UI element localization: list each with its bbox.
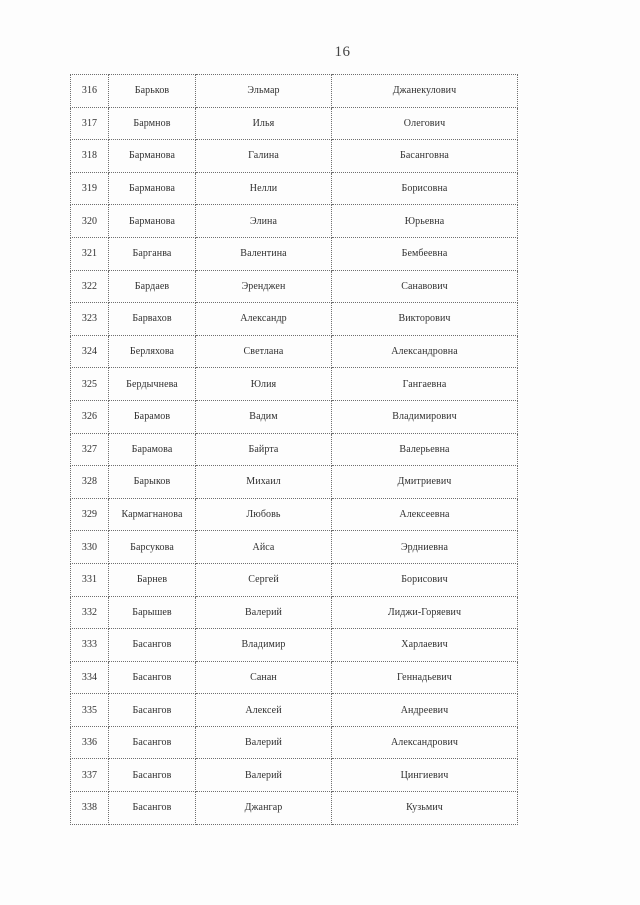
last-name-cell: Бердычнева [109, 368, 196, 401]
row-number-cell: 321 [71, 237, 109, 270]
row-number-cell: 327 [71, 433, 109, 466]
table-row [71, 694, 518, 727]
patronymic-cell: Лиджи-Горяевич [332, 596, 518, 629]
table-row [71, 596, 518, 629]
table-row [71, 335, 518, 368]
row-number-cell: 322 [71, 270, 109, 303]
patronymic-cell: Санавович [332, 270, 518, 303]
table-row [71, 661, 518, 694]
table-row [71, 205, 518, 238]
table-row [71, 270, 518, 303]
last-name-cell: Барманова [109, 140, 196, 173]
patronymic-cell: Юрьевна [332, 205, 518, 238]
first-name-cell: Элина [196, 205, 332, 238]
last-name-cell: Барамова [109, 433, 196, 466]
table-row [71, 303, 518, 336]
first-name-cell: Валерий [196, 759, 332, 792]
last-name-cell: Бардаев [109, 270, 196, 303]
patronymic-cell: Владимирович [332, 400, 518, 433]
patronymic-cell: Эрдниевна [332, 531, 518, 564]
first-name-cell: Джангар [196, 792, 332, 825]
row-number-cell: 326 [71, 400, 109, 433]
last-name-cell: Барганва [109, 237, 196, 270]
patronymic-cell: Цингиевич [332, 759, 518, 792]
patronymic-cell: Викторович [332, 303, 518, 336]
first-name-cell: Валерий [196, 726, 332, 759]
register-table [70, 74, 518, 825]
last-name-cell: Барвахов [109, 303, 196, 336]
last-name-cell: Басангов [109, 726, 196, 759]
first-name-cell: Галина [196, 140, 332, 173]
first-name-cell: Юлия [196, 368, 332, 401]
table-row [71, 726, 518, 759]
first-name-cell: Илья [196, 107, 332, 140]
row-number-cell: 332 [71, 596, 109, 629]
last-name-cell: Барнев [109, 563, 196, 596]
patronymic-cell: Харлаевич [332, 629, 518, 662]
table-row [71, 563, 518, 596]
row-number-cell: 330 [71, 531, 109, 564]
page-number: 16 [334, 44, 351, 60]
table-row [71, 433, 518, 466]
register-table-body [71, 75, 518, 825]
last-name-cell: Барамов [109, 400, 196, 433]
row-number-cell: 317 [71, 107, 109, 140]
table-row [71, 140, 518, 173]
last-name-cell: Басангов [109, 661, 196, 694]
patronymic-cell: Борисовна [332, 172, 518, 205]
first-name-cell: Эренджен [196, 270, 332, 303]
table-row [71, 466, 518, 499]
table-row [71, 107, 518, 140]
first-name-cell: Михаил [196, 466, 332, 499]
row-number-cell: 319 [71, 172, 109, 205]
table-row [71, 629, 518, 662]
last-name-cell: Басангов [109, 694, 196, 727]
patronymic-cell: Геннадьевич [332, 661, 518, 694]
patronymic-cell: Джанекулович [332, 75, 518, 108]
last-name-cell: Барьков [109, 75, 196, 108]
table-row [71, 400, 518, 433]
last-name-cell: Барыков [109, 466, 196, 499]
row-number-cell: 325 [71, 368, 109, 401]
first-name-cell: Сергей [196, 563, 332, 596]
patronymic-cell: Валерьевна [332, 433, 518, 466]
last-name-cell: Басангов [109, 629, 196, 662]
first-name-cell: Эльмар [196, 75, 332, 108]
row-number-cell: 318 [71, 140, 109, 173]
first-name-cell: Айса [196, 531, 332, 564]
table-row [71, 75, 518, 108]
patronymic-cell: Басанговна [332, 140, 518, 173]
last-name-cell: Барсукова [109, 531, 196, 564]
last-name-cell: Барманова [109, 205, 196, 238]
patronymic-cell: Александровна [332, 335, 518, 368]
table-row [71, 237, 518, 270]
row-number-cell: 333 [71, 629, 109, 662]
patronymic-cell: Борисович [332, 563, 518, 596]
row-number-cell: 328 [71, 466, 109, 499]
table-row [71, 759, 518, 792]
table-row [71, 792, 518, 825]
row-number-cell: 316 [71, 75, 109, 108]
first-name-cell: Светлана [196, 335, 332, 368]
last-name-cell: Барманова [109, 172, 196, 205]
first-name-cell: Владимир [196, 629, 332, 662]
first-name-cell: Вадим [196, 400, 332, 433]
row-number-cell: 337 [71, 759, 109, 792]
row-number-cell: 334 [71, 661, 109, 694]
row-number-cell: 336 [71, 726, 109, 759]
table-row [71, 498, 518, 531]
patronymic-cell: Гангаевна [332, 368, 518, 401]
first-name-cell: Валерий [196, 596, 332, 629]
first-name-cell: Байрта [196, 433, 332, 466]
patronymic-cell: Олегович [332, 107, 518, 140]
row-number-cell: 320 [71, 205, 109, 238]
table-row [71, 172, 518, 205]
row-number-cell: 338 [71, 792, 109, 825]
row-number-cell: 329 [71, 498, 109, 531]
patronymic-cell: Александрович [332, 726, 518, 759]
last-name-cell: Барышев [109, 596, 196, 629]
first-name-cell: Валентина [196, 237, 332, 270]
first-name-cell: Алексей [196, 694, 332, 727]
first-name-cell: Санан [196, 661, 332, 694]
last-name-cell: Бармнов [109, 107, 196, 140]
patronymic-cell: Кузьмич [332, 792, 518, 825]
table-row [71, 368, 518, 401]
patronymic-cell: Дмитриевич [332, 466, 518, 499]
first-name-cell: Любовь [196, 498, 332, 531]
last-name-cell: Кармагнанова [109, 498, 196, 531]
row-number-cell: 335 [71, 694, 109, 727]
row-number-cell: 323 [71, 303, 109, 336]
last-name-cell: Басангов [109, 759, 196, 792]
first-name-cell: Нелли [196, 172, 332, 205]
patronymic-cell: Андреевич [332, 694, 518, 727]
row-number-cell: 324 [71, 335, 109, 368]
last-name-cell: Басангов [109, 792, 196, 825]
first-name-cell: Александр [196, 303, 332, 336]
table-row [71, 531, 518, 564]
patronymic-cell: Бембеевна [332, 237, 518, 270]
last-name-cell: Берляхова [109, 335, 196, 368]
row-number-cell: 331 [71, 563, 109, 596]
patronymic-cell: Алексеевна [332, 498, 518, 531]
